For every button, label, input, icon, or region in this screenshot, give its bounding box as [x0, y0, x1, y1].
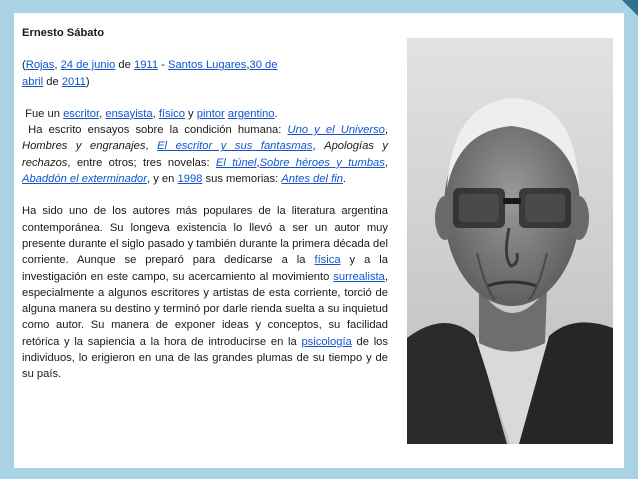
link-escritor[interactable]: escritor	[63, 107, 100, 120]
text: (	[22, 59, 26, 72]
link-psicologia[interactable]: psicología	[301, 335, 352, 348]
portrait-illustration	[407, 38, 613, 444]
link-abaddon[interactable]: Abaddón el exterminador	[22, 173, 148, 186]
text: ,	[246, 59, 250, 72]
link-fisico[interactable]: físico	[158, 107, 185, 120]
text: -	[158, 59, 168, 72]
text: Fue un	[25, 107, 64, 120]
link-antes-del-fin[interactable]: Antes del fin	[281, 173, 343, 186]
link-death-year[interactable]: 2011	[61, 75, 86, 88]
text: ,	[312, 140, 325, 153]
link-uno-y-el-universo[interactable]: Uno y el Universo	[287, 124, 385, 137]
link-el-tunel[interactable]: El túnel	[215, 156, 257, 169]
link-surrealista[interactable]: surrealista	[333, 270, 385, 283]
spacer	[22, 187, 388, 203]
paragraph-biography	[22, 203, 388, 382]
text: .	[274, 107, 278, 120]
portrait-photo	[407, 38, 613, 444]
link-death-date-a[interactable]: 30 de	[249, 59, 278, 72]
text: ,	[384, 124, 388, 137]
birth-death-line	[22, 57, 388, 90]
link-birth-date[interactable]: 24 de junio	[60, 59, 116, 72]
book-hombres: Hombres y engranajes	[22, 140, 146, 153]
link-santos-lugares[interactable]: Santos Lugares	[168, 59, 247, 72]
book-apologias: Apologías y rechazos	[22, 140, 389, 169]
text: sus memorias:	[202, 173, 282, 186]
link-pintor[interactable]: pintor	[196, 107, 225, 120]
link-death-date-b[interactable]: abril	[22, 75, 44, 88]
content-panel	[14, 13, 624, 468]
text: )	[85, 75, 90, 88]
text: de	[43, 75, 62, 88]
text: , y en	[147, 173, 178, 186]
text: de los individuos, lo erigieron en una de las grandes plumas de su tiempo y de su país.	[22, 335, 388, 381]
corner-decoration	[622, 0, 638, 16]
text: , especialmente a algunos escritores y artistas de esta corriente, torció de alguna manera su destino y terminó por darle rienda suelta a su inquietud como autor. Su manera de exponer ideas y conceptos, su facilidad retórica y la sapiencia a la hora de introducirse en la	[22, 270, 388, 348]
text: ,	[256, 156, 260, 169]
link-argentino[interactable]: argentino	[227, 107, 275, 120]
link-rojas[interactable]: Rojas	[25, 59, 55, 72]
link-1998[interactable]: 1998	[177, 173, 203, 186]
text: y a la investigación en este campo, su acercamiento al movimiento	[22, 254, 388, 283]
text: ,	[99, 107, 106, 120]
link-fisica[interactable]: física	[314, 254, 341, 267]
text: ,	[152, 107, 159, 120]
text: ,	[145, 140, 158, 153]
text: .	[342, 173, 347, 186]
link-birth-year[interactable]: 1911	[133, 59, 159, 72]
page-title: Ernesto Sábato	[22, 27, 105, 39]
spacer	[22, 90, 388, 106]
link-escritor-fantasmas[interactable]: El escritor y sus fantasmas	[157, 140, 313, 153]
text: Ha sido uno de los autores más populares de la literatura argentina contemporánea. Su longeva existencia lo llevó a ser un autor muy presente durante el siglo pasado y también durante la primera década del corriente. Aunque se preparó para dedicarse a la	[22, 205, 388, 267]
link-sobre-heroes[interactable]: Sobre héroes y tumbas	[259, 156, 385, 169]
paragraph-intro	[22, 106, 388, 187]
link-ensayista[interactable]: ensayista	[105, 107, 153, 120]
text: ,	[384, 156, 388, 169]
text: , entre otros; tres novelas:	[67, 156, 216, 169]
text: Ha escrito ensayos sobre la condición humana:	[28, 124, 288, 137]
text: de	[115, 59, 134, 72]
text-column	[22, 25, 388, 383]
text: ,	[54, 59, 61, 72]
text: y	[184, 107, 197, 120]
